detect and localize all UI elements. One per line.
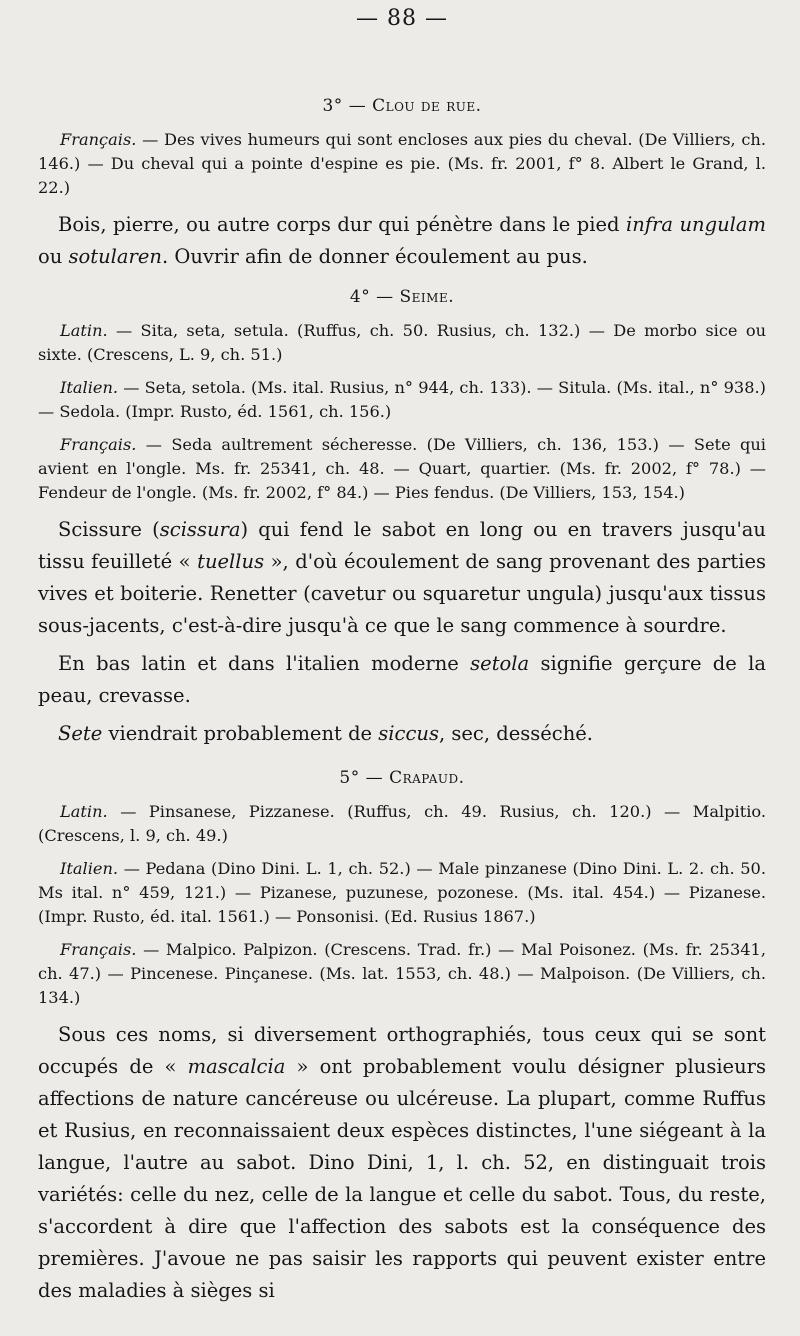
paragraph	[38, 209, 766, 273]
entry-italien	[38, 376, 766, 424]
entry-language: Latin.	[60, 321, 108, 340]
section-dash: —	[365, 768, 384, 788]
text-run: ou	[38, 245, 69, 268]
entry-language: Français.	[60, 435, 137, 454]
italic-term: Sete	[58, 722, 103, 745]
entry-latin	[38, 319, 766, 367]
section-title: Clou de rue.	[372, 96, 482, 116]
paragraph	[38, 514, 766, 642]
text-run: En bas latin et dans l'italien moderne	[58, 652, 471, 675]
text-run: . Ouvrir afin de donner écoulement au pus.	[161, 245, 588, 268]
text-run: signifie gerçure de la peau, crevasse.	[38, 652, 766, 707]
entry-text: — Sita, seta, setula. (Ruffus, ch. 50. Rusius, ch. 132.) — De morbo sice ou sixte. (Crescens, L. 9, ch. 51.)	[38, 321, 767, 364]
section-number: 5°	[339, 768, 360, 788]
section-dash: —	[376, 287, 394, 307]
text-run: Bois, pierre, ou autre corps dur qui pénètre dans le pied	[58, 213, 627, 236]
entry-italien	[38, 857, 766, 929]
text-run: Scissure (	[58, 518, 160, 541]
entry-francais	[38, 128, 766, 200]
section-dash: —	[348, 96, 367, 116]
italic-term: siccus	[378, 722, 439, 745]
text-run: Sous ces noms, si diversement orthographiés, tous ceux qui se sont occupés de «	[38, 1023, 766, 1078]
section-heading-seime	[38, 287, 766, 307]
paragraph	[38, 648, 766, 712]
entry-latin	[38, 800, 766, 848]
text-run: » ont probablement voulu désigner plusieurs affections de nature cancéreuse ou ulcéreuse. La plupart, comme Ruffus et Rusius, en reconnaissaient deux espèces distinctes, l'une siégeant à la langue, l'autre au sabot. Dino Dini, 1, l. ch. 52, en distinguait trois variétés: celle du nez, celle de la langue et celle du sabot. Tous, du reste, s'accordent à dire que l'affection des sabots est la conséquence des premières. J'avoue ne pas saisir les rapports qui peuvent exister entre des maladies à sièges si	[38, 1055, 766, 1302]
entry-francais	[38, 433, 766, 505]
entry-text: — Des vives humeurs qui sont encloses aux pies du cheval. (De Villiers, ch. 146.) — Du cheval qui a pointe d'espine es pie. (Ms. fr. 2001, f° 8. Albert le Grand, l. 22.)	[38, 130, 766, 197]
italic-term: setola	[470, 652, 530, 675]
entry-francais	[38, 938, 766, 1010]
entry-text: — Pinsanese, Pizzanese. (Ruffus, ch. 49. Rusius, ch. 120.) — Malpitio. (Crescens, l. 9, ch. 49.)	[38, 802, 766, 845]
section-title: Seime.	[399, 287, 455, 307]
entry-language: Français.	[60, 130, 137, 149]
entry-language: Italien.	[60, 859, 119, 878]
entry-language: Français.	[60, 940, 137, 959]
section-number: 4°	[349, 287, 371, 307]
italic-term: tuellus	[197, 550, 265, 573]
section-number: 3°	[322, 96, 343, 116]
entry-language: Latin.	[60, 802, 108, 821]
paragraph	[38, 1019, 766, 1307]
entry-text: — Seda aultrement sécheresse. (De Villiers, ch. 136, 153.) — Sete qui avient en l'ongle. Ms. fr. 25341, ch. 48. — Quart, quartier. (Ms. fr. 2002, f° 78.) — Fendeur de l'ongle. (Ms. fr. 2002, f° 84.) — Pies fendus. (De Villiers, 153, 154.)	[38, 435, 766, 502]
entry-text: — Malpico. Palpizon. (Crescens. Trad. fr.) — Mal Poisonez. (Ms. fr. 25341, ch. 47.) — Pincenese. Pinçanese. (Ms. lat. 1553, ch. 48.) — Malpoison. (De Villiers, ch. 134.)	[38, 940, 766, 1007]
italic-term: sotularen	[68, 245, 162, 268]
text-run: ) qui fend le sabot en long ou en travers jusqu'au tissu feuilleté «	[38, 518, 766, 573]
entry-language: Italien.	[60, 378, 119, 397]
section-title: Crapaud.	[389, 768, 465, 788]
italic-term: scissura	[159, 518, 241, 541]
italic-term: infra ungulam	[626, 213, 766, 236]
paragraph	[38, 718, 766, 750]
text-run: , sec, desséché.	[438, 722, 594, 745]
section-heading-crapaud	[38, 768, 766, 788]
text-run: », d'où écoulement de sang provenant des parties vives et boiterie. Renetter (cavetur ou squaretur ungula) jusqu'aux tissus sous-jacents, c'est-à-dire jusqu'à ce que le sang commence à sourdre.	[38, 550, 766, 637]
page-number: — 88 —	[356, 6, 448, 31]
italic-term: mascalcia	[187, 1055, 286, 1078]
entry-text: — Pedana (Dino Dini. L. 1, ch. 52.) — Male pinzanese (Dino Dini. L. 2. ch. 50. Ms ital. n° 459, 121.) — Pizanese, puzunese, pozonese. (Ms. ital. 454.) — Pizanese. (Impr. Rusto, éd. ital. 1561.) — Ponsonisi. (Ed. Rusius 1867.)	[38, 859, 766, 926]
text-run: viendrait probablement de	[102, 722, 379, 745]
section-heading-clou-de-rue	[38, 96, 766, 116]
entry-text: — Seta, setola. (Ms. ital. Rusius, n° 944, ch. 133). — Situla. (Ms. ital., n° 938.) — Sedola. (Impr. Rusto, éd. 1561, ch. 156.)	[38, 378, 766, 421]
